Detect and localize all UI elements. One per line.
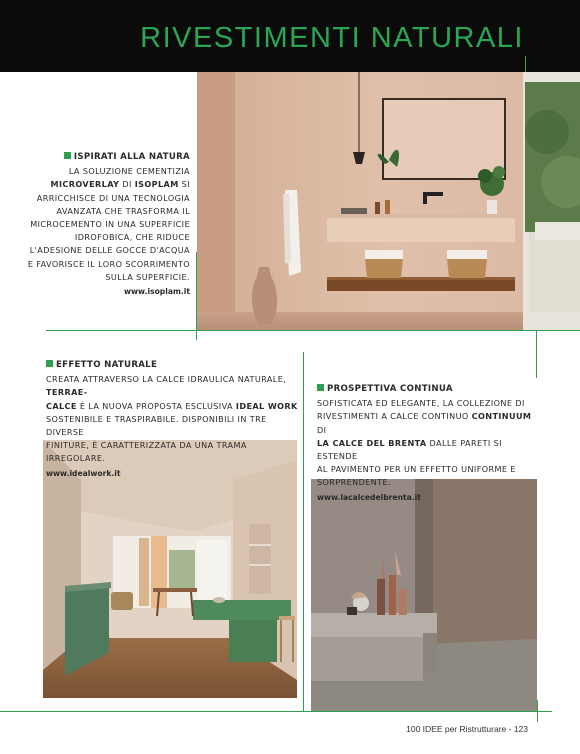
rule-mid-horizontal [46,330,580,331]
text-line: LA SOLUZIONE CEMENTIZIA [68,166,190,177]
section-isoplam [20,151,190,298]
website-link[interactable]: www.isoplam.it [124,287,190,297]
text-line: ARRICCHISCE DI UNA TECNOLOGIA [36,192,190,203]
text-line: IDROFOBICA, CHE RIDUCE [74,232,190,243]
text-line: MICROCEMENTO IN UNA SUPERFICIE [30,219,190,230]
section-idealwork [46,359,302,480]
rule-bottom-horizontal [0,711,552,712]
text-line: AVANZATA CHE TRASFORMA IL [56,205,190,216]
text-line: MICROVERLAY DI ISOPLAM SI [50,179,190,190]
green-square-icon [317,384,324,391]
text-line: FINITURE, È CARATTERIZZATA DA UNA TRAMA IRREGOLARE. [46,440,247,464]
text-line: RIVESTIMENTI A CALCE CONTINUO CONTINUUM DI [317,411,532,435]
rule-bottom-right-vertical [537,700,538,722]
section-calcedelbrenta [317,383,535,504]
website-link[interactable]: www.idealwork.it [46,468,121,478]
text-line: SULLA SUPERFICIE. [105,271,190,282]
text-line: LA CALCE DEL BRENTA DALLE PARETI SI ESTENDE [317,437,502,462]
text-line: CALCE È LA NUOVA PROPOSTA ESCLUSIVA IDEAL WORK [46,400,298,411]
text-line: L'ADESIONE DELLE GOCCE D'ACQUA [29,245,190,256]
text-line: AL PAVIMENTO PER UN EFFETTO UNIFORME E [317,464,516,475]
rule-center-vertical [303,352,304,712]
page-footer: 100 IDEE per Ristrutturare - 123 [406,724,528,734]
section-heading: PROSPETTIVA CONTINUA [317,383,535,396]
section-heading: ISPIRATI ALLA NATURA [20,151,190,164]
text-line: SOSTENIBILE E TRASPIRABILE. DISPONIBILI IN TRE DIVERSE [46,413,267,438]
website-link[interactable]: www.lacalcedelbrenta.it [317,492,421,502]
text-line: CREATA ATTRAVERSO LA CALCE IDRAULICA NATURALE, TERRAE- [46,374,287,398]
text-line: SORPRENDENTE. [317,477,392,488]
text-line: SOFISTICATA ED ELEGANTE, LA COLLEZIONE DI [317,398,525,409]
text-line: E FAVORISCE IL LORO SCORRIMENTO [27,258,190,269]
bathroom-photo [197,72,580,330]
rule-right-vertical [536,330,537,378]
stone-bench-photo [311,479,537,711]
section-heading: EFFETTO NATURALE [46,359,302,372]
page-header [0,0,580,72]
green-square-icon [46,360,53,367]
green-square-icon [64,152,71,159]
page-title: RIVESTIMENTI NATURALI [140,22,524,54]
